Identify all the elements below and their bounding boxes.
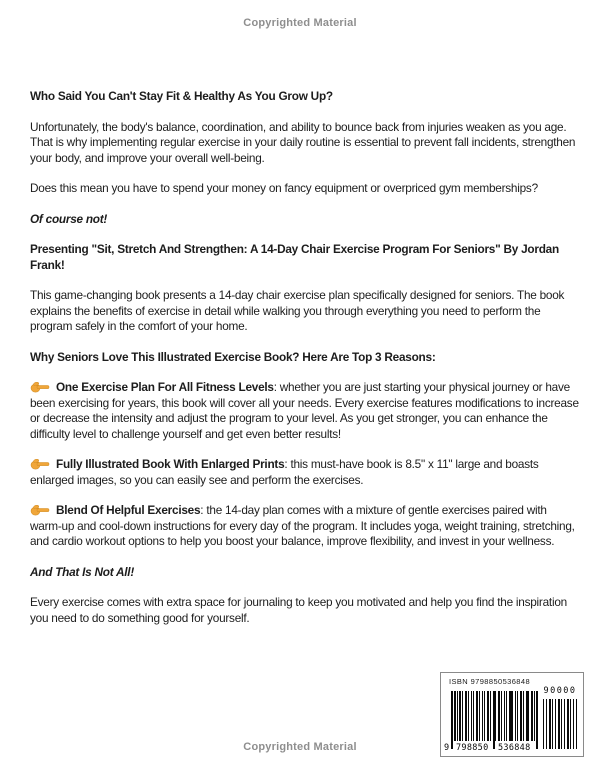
- bullet-title: Blend Of Helpful Exercises: [56, 503, 201, 517]
- bullet-text: : this must-have book is 8.5" x 11" large and boasts enlarged images, so you can easily see and perform the exercises.: [30, 457, 539, 487]
- heading-top-3-reasons: Why Seniors Love This Illustrated Exercise Book? Here Are Top 3 Reasons:: [30, 349, 436, 364]
- cover-text: [30, 89, 580, 641]
- isbn-number-label: ISBN 9798850536848: [449, 677, 531, 686]
- paragraph-gym-question: Does this mean you have to spend your money on fancy equipment or overpriced gym memberships?: [30, 181, 538, 195]
- bullet-text: : the 14-day plan comes with a mixture of gentle exercises paired with warm-up and cool-down instructions for every day of the program. It includes yoga, weight training, stretching, and cardio workout options to help you boost your balance, improve flexibility, and invest in your wellness.: [30, 503, 575, 548]
- heading-presenting: Presenting "Sit, Stretch And Strengthen: A 14-Day Chair Exercise Program For Seniors" By Jordan Frank!: [30, 242, 559, 272]
- pointing-hand-icon: [30, 458, 50, 470]
- barcode-digit-group: 9: [444, 743, 450, 753]
- bullet-text: : whether you are just starting your physical journey or have been exercising for years, this book will cover all your needs. Every exercise features modifications to increase or decrease the intensity and adjust the program to your level. As you get stronger, you can enhance the difficulty level to challenge yourself and get even better results!: [30, 380, 579, 441]
- bullet-reason-3: [30, 503, 580, 550]
- emphasis-not-all: And That Is Not All!: [30, 564, 135, 579]
- emphasis-of-course-not: Of course not!: [30, 211, 108, 226]
- heading-question: Who Said You Can't Stay Fit & Healthy As You Grow Up?: [30, 89, 333, 103]
- paragraph-intro: Unfortunately, the body's balance, coordination, and ability to bounce back from injuries weaken as you age. That is why implementing regular exercise in your daily routine is essential to prevent fall incidents, strengthen your body, and improve your overall well-being.: [30, 119, 576, 165]
- bullet-title: One Exercise Plan For All Fitness Levels: [56, 380, 274, 394]
- paragraph-book-intro: This game-changing book presents a 14-day chair exercise plan specifically designed for seniors. The book explains the benefits of exercise in detail while walking you through everything you need to perform the program safely in the comfort of your home.: [30, 288, 565, 333]
- pointing-hand-icon: [30, 381, 50, 393]
- copyrighted-material-top: Copyrighted Material: [243, 17, 357, 29]
- barcode-digit-group: 536848: [498, 743, 531, 753]
- bullet-reason-2: [30, 457, 580, 488]
- copyrighted-material-bottom: Copyrighted Material: [243, 741, 357, 753]
- pointing-hand-icon: [30, 504, 50, 516]
- barcode-supplement-number: 90000: [543, 686, 577, 696]
- bullet-reason-1: [30, 380, 580, 442]
- barcode-digit-group: 798850: [456, 743, 489, 753]
- bullet-title: Fully Illustrated Book With Enlarged Prints: [56, 457, 285, 471]
- paragraph-journaling: Every exercise comes with extra space for journaling to keep you motivated and help you find the inspiration you need to do something good for yourself.: [30, 595, 567, 625]
